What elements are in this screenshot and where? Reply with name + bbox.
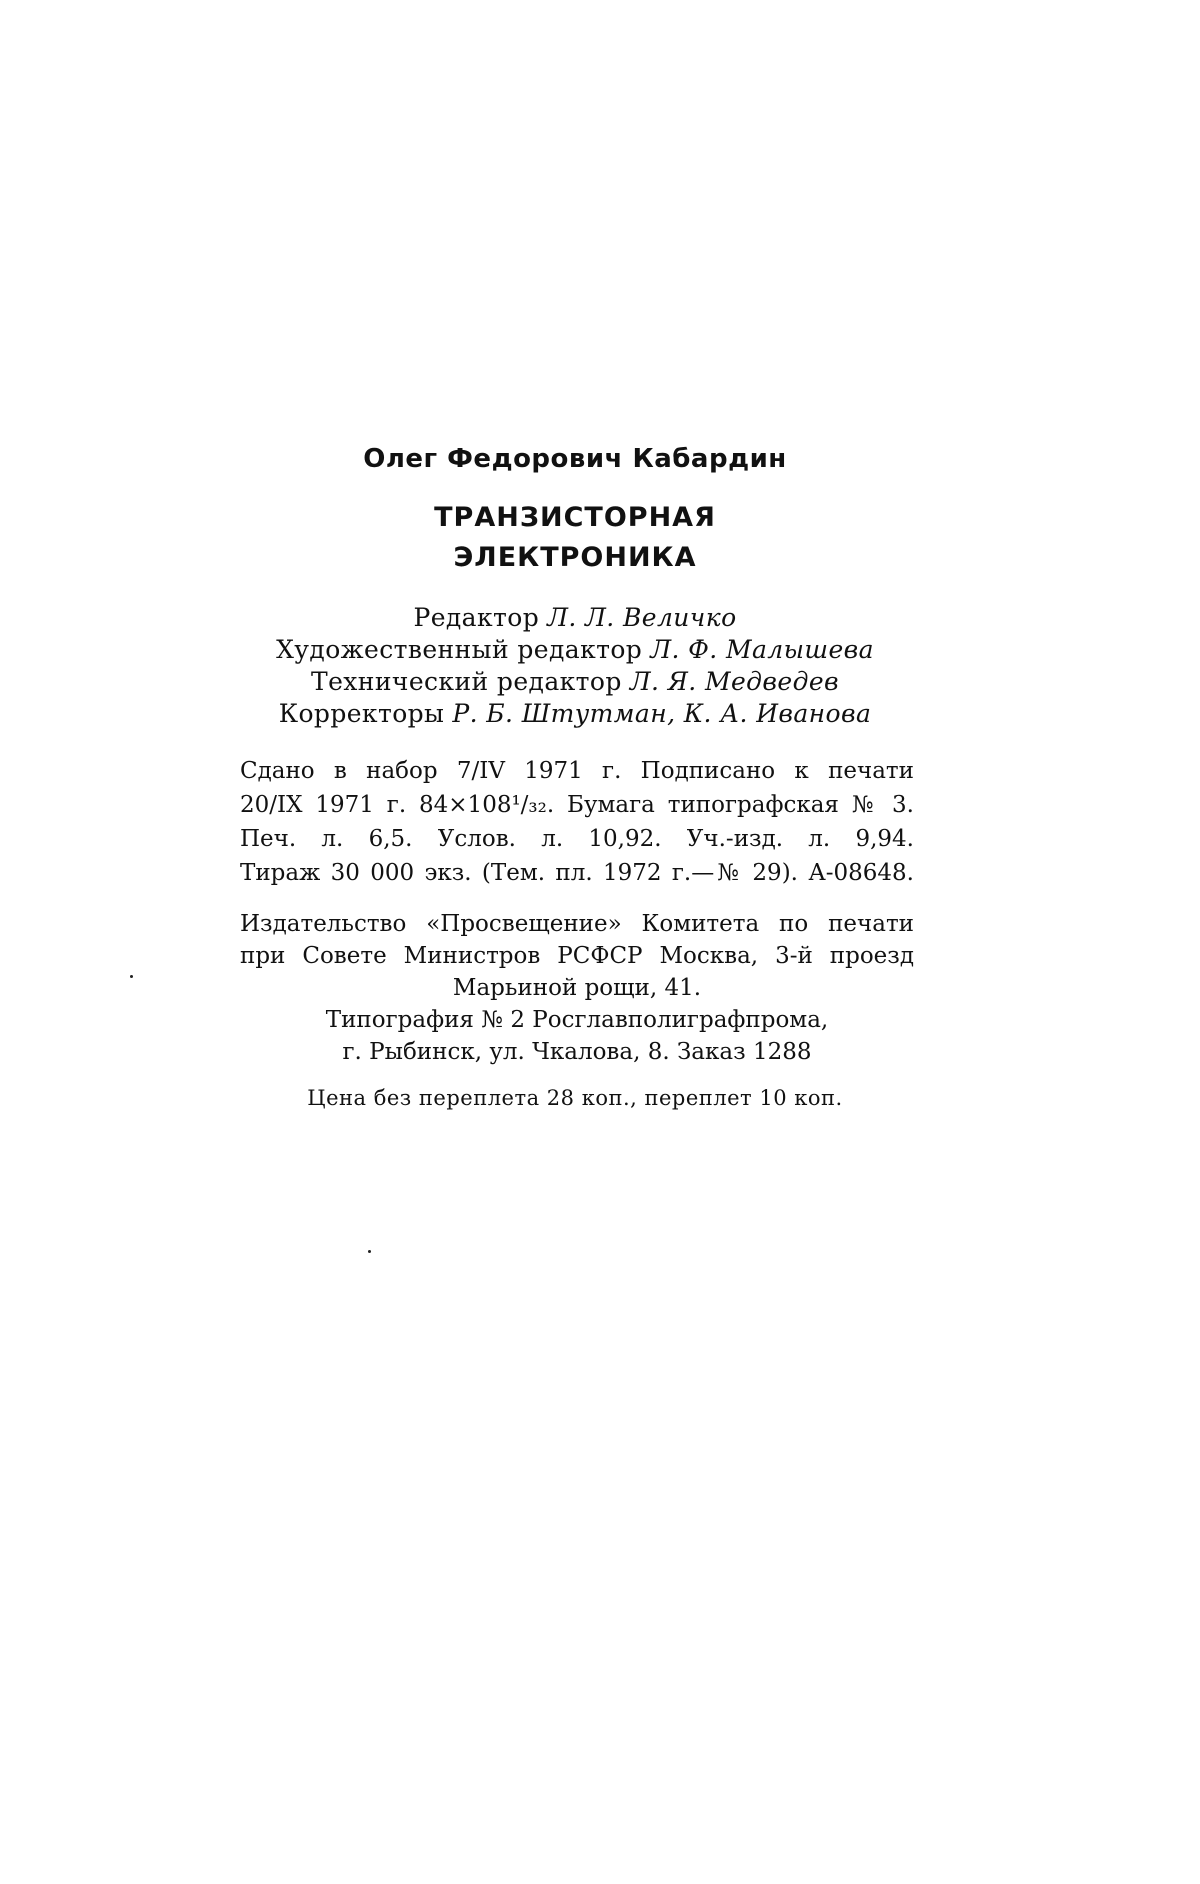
credit-name: Л. Ф. Малышева (650, 635, 874, 664)
price-line: Цена без переплета 28 коп., переплет 10 коп. (307, 1086, 843, 1110)
publisher-line: Издательство «Просвещение» Комитета по печати (240, 911, 914, 937)
print-speck (130, 975, 133, 978)
publisher-line: Марьиной рощи, 41. (452, 975, 702, 1001)
credit-technical-editor (0, 666, 1150, 698)
credit-role: Корректоры (278, 699, 445, 728)
print-speck (368, 1250, 371, 1253)
printing-line: Сдано в набор 7/IV 1971 г. Подписано к печати (240, 758, 914, 784)
credit-name: Р. Б. Штутман, К. А. Иванова (452, 699, 872, 728)
book-title-line-2: ЭЛЕКТРОНИКА (453, 542, 697, 573)
printing-line: Печ. л. 6,5. Услов. л. 10,92. Уч.-изд. л. 9,94. (240, 826, 914, 852)
credit-editor (0, 602, 1150, 634)
author-name: Олег Федорович Кабардин (363, 444, 787, 474)
credit-art-editor (0, 634, 1150, 666)
credit-proofreaders (0, 698, 1150, 730)
publisher-block (240, 908, 914, 1068)
credits-block (0, 602, 1150, 730)
printing-line: Тираж 30 000 экз. (Тем. пл. 1972 г.—№ 29). А-08648. (240, 860, 914, 886)
printing-line: 20/IX 1971 г. 84×108¹/₃₂. Бумага типографская № 3. (240, 792, 914, 818)
credit-name: Л. Л. Величко (547, 603, 737, 632)
credit-role: Художественный редактор (276, 635, 643, 664)
credit-role: Технический редактор (311, 667, 622, 696)
book-title-line-1: ТРАНЗИСТОРНАЯ (434, 502, 716, 533)
credit-name: Л. Я. Медведев (629, 667, 839, 696)
publisher-line: Типография № 2 Росглавполиграфпрома, (325, 1007, 829, 1033)
printing-details (240, 754, 914, 890)
publisher-line: г. Рыбинск, ул. Чкалова, 8. Заказ 1288 (342, 1039, 812, 1065)
publisher-line: при Совете Министров РСФСР Москва, 3-й проезд (240, 943, 914, 969)
credit-role: Редактор (413, 603, 540, 632)
